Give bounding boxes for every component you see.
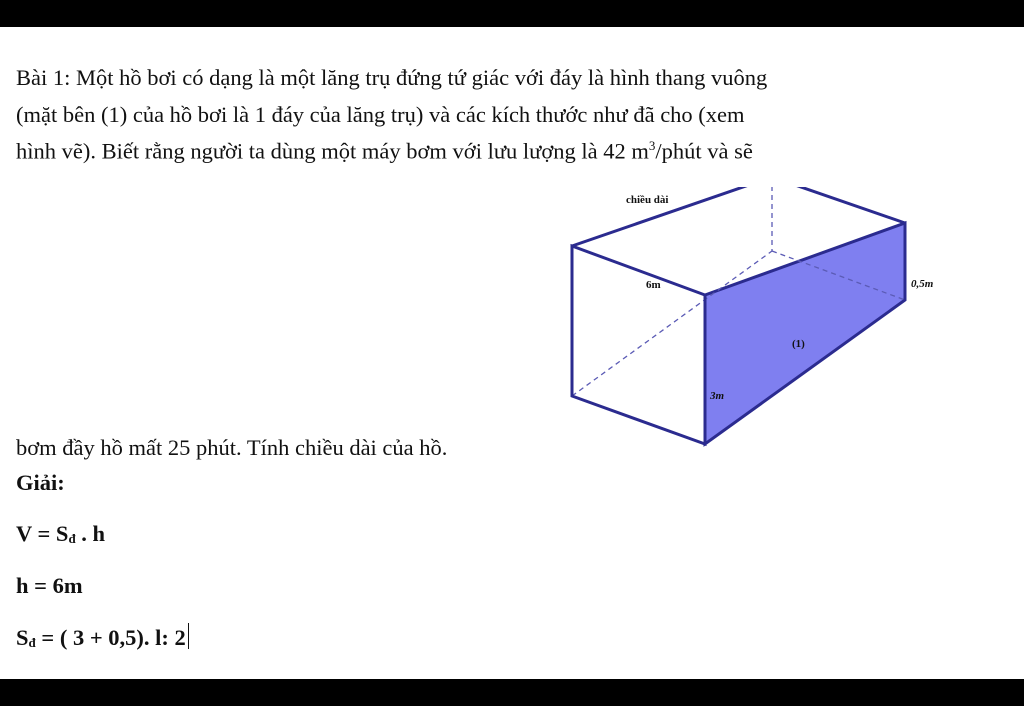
label-deep-depth: 3m: [710, 390, 725, 402]
eq3-right: = ( 3 + 0,5). l: 2: [41, 625, 186, 650]
label-face-1: (1): [792, 338, 805, 350]
eq1-left: V = S: [16, 521, 69, 546]
problem-line-4: bơm đầy hồ mất 25 phút. Tính chiều dài của hồ.: [16, 435, 448, 460]
problem-line-2: (mặt bên (1) của hồ bơi là 1 đáy của lăng trụ) và các kích thước như đã cho (xem: [16, 102, 745, 127]
equation-height: h = 6m: [16, 573, 83, 598]
pool-end-face: [705, 223, 905, 444]
problem-line-3: [16, 138, 753, 165]
eq1-sub: đ: [68, 531, 76, 546]
solution-heading: Giải:: [16, 470, 65, 495]
problem-line-3-text: hình vẽ). Biết rằng người ta dùng một máy bơm với lưu lượng là 42 m: [16, 138, 649, 164]
problem-line-3-rest: /phút và sẽ: [655, 138, 753, 164]
eq3-sub: đ: [28, 635, 36, 650]
label-length: chiều dài: [626, 194, 669, 206]
eq3-left: S: [16, 625, 29, 650]
problem-line-1: Bài 1: Một hồ bơi có dạng là một lăng trụ đứng tứ giác với đáy là hình thang vuông: [16, 65, 768, 90]
eq1-right: . h: [81, 521, 106, 546]
text-cursor: [188, 623, 189, 649]
label-shallow-depth: 0,5m: [911, 278, 934, 290]
equation-volume: [16, 521, 105, 547]
cube-superscript: 3: [648, 138, 656, 153]
document-page: [0, 27, 1024, 679]
label-width: 6m: [646, 279, 661, 291]
equation-base-area: [16, 623, 189, 651]
pool-prism-diagram: [560, 187, 960, 477]
